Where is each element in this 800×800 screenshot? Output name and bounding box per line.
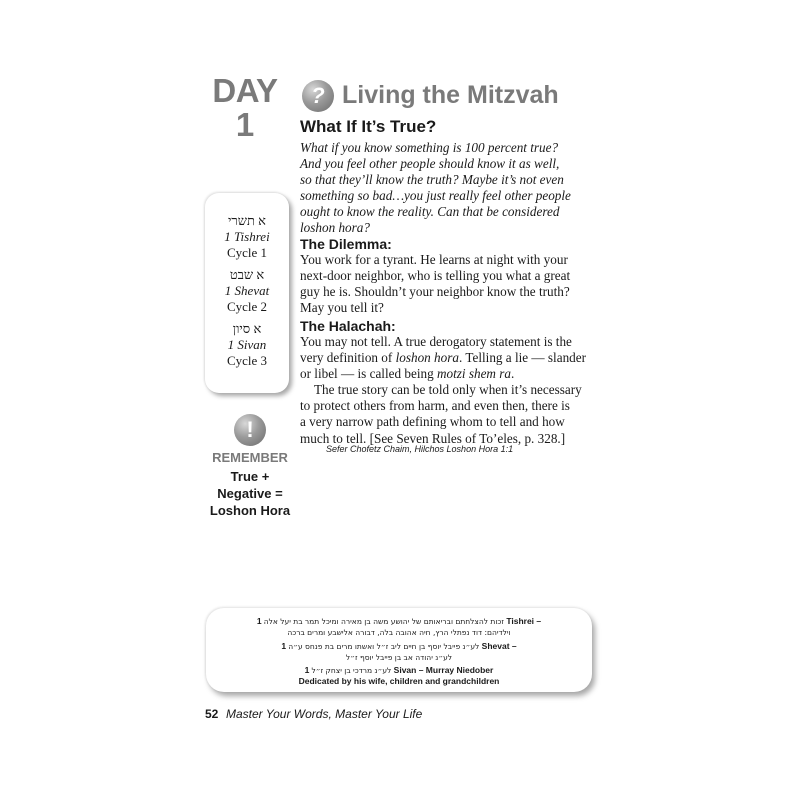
halachah-term: loshon hora	[395, 350, 459, 366]
halachah-term: motzi shem ra	[436, 366, 511, 382]
dedication-row	[206, 627, 592, 638]
dilemma-line: guy he is. Shouldn’t your neighbor know the truth?	[300, 284, 570, 300]
section-title: Living the Mitzvah	[342, 81, 559, 109]
date-box	[205, 193, 289, 393]
dedication-row	[206, 652, 592, 663]
intro-line: something so bad…you just really feel other people	[300, 188, 571, 204]
halachah-line	[300, 366, 600, 382]
dilemma-line: You work for a tyrant. He learns at night with your	[300, 252, 568, 267]
intro-line: loshon hora?	[300, 220, 370, 236]
question-mark-icon: ?	[302, 80, 334, 112]
halachah-text-run: or libel — is called being	[300, 366, 437, 382]
dedication-date: 1 Shevat –	[281, 641, 517, 651]
source-citation: Sefer Chofetz Chaim, Hilchos Loshon Hora 1:1	[326, 444, 514, 454]
cycle-label: Cycle 1	[226, 245, 268, 260]
dedication-name: 1 Sivan – Murray Niedober	[304, 665, 494, 675]
intro-paragraph	[300, 140, 600, 237]
dedication-hebrew: וילדיהם: דוד נפתלי הרץ, חיה אהובה בלה, דבורה אלישבע ומרים ברכה	[287, 628, 511, 637]
hebrew-date: א שבט	[229, 267, 265, 282]
halachah-text-run: very definition of	[300, 350, 396, 366]
dilemma-paragraph	[300, 252, 600, 316]
article-subtitle: What If It’s True?	[300, 117, 437, 136]
dedication-hebrew: לע״נ פייבל יוסף בן חיים ליב ז״ל ואשתו מרים בת פנחס ע״ה	[288, 642, 480, 651]
halachah-line: You may not tell. A true derogatory statement is the	[300, 334, 572, 349]
remember-line: Loshon Hora	[209, 503, 291, 518]
intro-line: so that they’ll know the truth? Maybe it’s not even	[300, 172, 564, 188]
hebrew-date: א תשרי	[228, 213, 266, 228]
halachah-line: The true story can be told only when it’s necessary	[314, 382, 582, 398]
remember-text	[200, 468, 300, 519]
dedication-hebrew: לע״נ יהודה אב בן פייבל יוסף ז״ל	[345, 653, 453, 662]
intro-line: And you feel other people should know it as well,	[300, 156, 560, 172]
dilemma-line: May you tell it?	[300, 300, 384, 316]
halachah-line	[300, 350, 600, 366]
cycle-label: Cycle 3	[226, 353, 268, 368]
dilemma-line: next-door neighbor, who is telling you what a great	[300, 268, 571, 284]
dedication-row	[206, 616, 592, 627]
halachah-paragraph	[300, 334, 600, 447]
date-entry	[205, 321, 289, 369]
day-label: DAY	[212, 72, 278, 109]
cycle-label: Cycle 2	[226, 299, 268, 314]
halachah-line: a very narrow path defining whom to tell and how	[300, 414, 565, 430]
dedication-hebrew: זכות להצלחתם ובריאותם של יהושע משה בן מאירה ומיכל תמר בת יעל אלה	[263, 617, 504, 626]
english-date: 1 Shevat	[224, 283, 270, 298]
halachah-text-run: .	[510, 366, 515, 382]
day-number: 1	[235, 106, 255, 143]
halachah-line: much to tell. [See Seven Rules of To’eles, p. 328.]	[300, 430, 566, 446]
remember-line: Negative =	[217, 486, 283, 501]
intro-line: ought to know the reality. Can that be considered	[300, 204, 560, 220]
hebrew-date: א סיון	[232, 321, 262, 336]
halachah-heading: The Halachah:	[300, 318, 396, 334]
dedication-box	[206, 608, 592, 692]
page-number: 52	[205, 707, 219, 721]
exclamation-icon: !	[234, 414, 266, 446]
dedication-date: 1 Tishrei –	[256, 616, 542, 626]
english-date: 1 Sivan	[227, 337, 267, 352]
dilemma-heading: The Dilemma:	[300, 236, 392, 252]
dedication-hebrew: לע״נ מרדכי בן יצחק ז״ל	[311, 666, 392, 675]
dedication-row	[206, 665, 592, 676]
halachah-text-run: . Telling a lie — slander	[458, 350, 586, 366]
date-entry	[205, 267, 289, 315]
dedication-note: Dedicated by his wife, children and grandchildren	[298, 676, 500, 686]
book-title: Master Your Words, Master Your Life	[226, 707, 423, 721]
english-date: 1 Tishrei	[224, 229, 270, 244]
remember-label: REMEMBER	[212, 450, 288, 465]
halachah-line: to protect others from harm, and even then, there is	[300, 398, 570, 414]
dedication-row	[206, 641, 592, 652]
date-entry	[205, 213, 289, 261]
remember-line: True +	[230, 469, 270, 484]
intro-line: What if you know something is 100 percent true?	[300, 140, 559, 155]
